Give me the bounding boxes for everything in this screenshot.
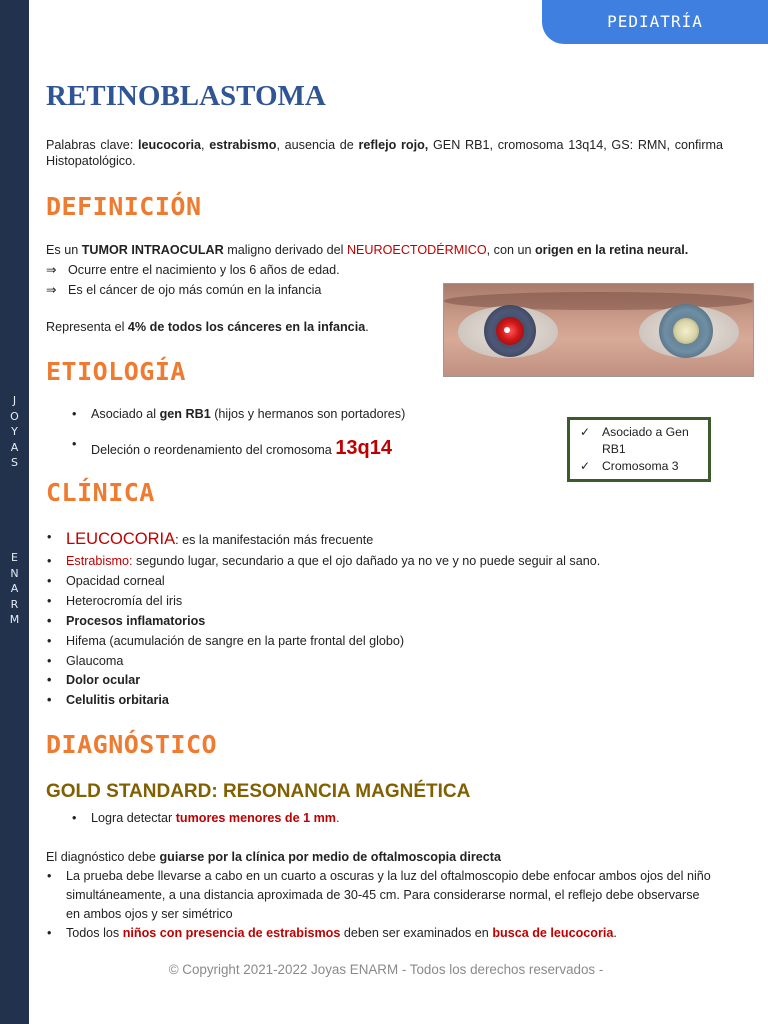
text-red-large: LEUCOCORIA [66,530,176,548]
checklist-item [580,424,708,458]
list-item: • Heterocromía del iris [66,594,182,608]
list-item [66,530,373,549]
definicion-percent [46,319,369,335]
checklist-text: Cromosoma 3 [602,459,679,473]
list-item: • Dolor ocular [66,673,140,687]
text-red-bold: busca de leucocoria [492,926,614,940]
diagnostico-text [46,849,501,865]
implies-arrow-icon: ⇒ [46,263,57,277]
red-reflex-pupil [496,317,524,345]
sidebar-letter: J [12,394,17,407]
list-item: • Celulitis orbitaria [66,693,169,707]
heading-clinica: CLÍNICA [46,478,155,507]
definicion-text [46,242,688,258]
text-bold: gen RB1 [159,407,211,421]
sidebar [0,0,29,1024]
checklist-text: Asociado a Gen RB1 [602,425,689,456]
page-title: RETINOBLASTOMA [46,80,326,112]
leucocoria-eyes-photo [443,283,754,377]
arrow-item [46,282,321,297]
check-icon: ✓ [580,459,591,473]
keyword: estrabismo [209,138,277,152]
sidebar-word-joyas [0,393,29,471]
text: , con un [486,243,535,257]
sidebar-letter: E [11,551,18,564]
list-item: • Opacidad corneal [66,574,165,588]
light-glint [504,327,510,333]
sidebar-word-enarm [0,550,29,628]
text-red: Estrabismo: [66,554,133,568]
list-item: • Hifema (acumulación de sangre en la parte frontal del globo) [66,634,404,648]
keyword-sep: , ausencia de [276,138,359,152]
text: segundo lugar, secundario a que el ojo dañado ya no ve y no puede seguir al sano. [132,554,601,568]
text: (hijos y hermanos son portadores) [210,407,406,421]
arrow-item-text: Ocurre entre el nacimiento y los 6 años de edad. [68,263,340,277]
text: Es un [46,243,82,257]
heading-definicion: DEFINICIÓN [46,192,202,221]
keyword-sep: , [201,138,210,152]
text-red-bold: niños con presencia de estrabismos [122,926,341,940]
arrow-item [46,262,340,277]
text-red-large: 13q14 [335,437,393,459]
sidebar-letter: Y [11,425,18,438]
text-red: NEUROECTODÉRMICO [346,243,487,257]
sidebar-letter: O [10,409,19,423]
sidebar-letter: M [9,613,20,626]
sidebar-letter: R [10,597,19,611]
sidebar-letter: A [10,440,19,454]
keyword: leucocoria [138,138,202,152]
keyword-sep: GEN RB1, cromosoma 13q14, GS: RMN, confirma Histopatológico. [46,138,724,168]
check-icon: ✓ [580,425,591,439]
list-item [66,926,617,940]
text: Asociado al [91,407,160,421]
text: : es la manifestación más frecuente [175,533,374,547]
text: . [365,320,369,334]
list-item: • La prueba debe llevarse a cabo en un cuarto a oscuras y la luz del oftalmoscopio debe enfocar ambos ojos del niño simultáneamente, a una distancia aproximada de 30-45 cm. Para considerarse normal, el reflejo debe observarse en ambos ojos y ser simétrico [66,867,716,924]
text-red-bold: tumores menores de 1 mm [175,811,336,825]
text: Deleción o reordenamiento del cromosoma [91,443,336,457]
section-tab: PEDIATRÍA [542,0,768,44]
implies-arrow-icon: ⇒ [46,283,57,297]
text: El diagnóstico debe [46,850,160,864]
text: Todos los [66,926,123,940]
heading-etiologia: ETIOLOGÍA [46,357,186,386]
keywords-label: Palabras clave: [46,138,139,152]
text: . [613,926,617,940]
text: maligno derivado del [223,243,347,257]
text-bold: origen en la retina neural. [534,243,689,257]
copyright-footer: © Copyright 2021-2022 Joyas ENARM - Todos los derechos reservados - [168,962,604,977]
sidebar-letter: N [10,566,19,580]
list-item: • Procesos inflamatorios [66,614,205,628]
list-item: • Glaucoma [66,654,123,668]
list-item [91,437,392,460]
text: Logra detectar [91,811,176,825]
summary-box [567,417,711,482]
sidebar-letter: A [10,582,19,595]
text: deben ser examinados en [340,926,493,940]
text: Representa el [46,320,128,334]
sidebar-letter: S [11,456,18,469]
text-bold: 4% de todos los cánceres en la infancia [127,320,366,334]
text-red: . [336,811,340,825]
keywords [46,137,723,169]
list-item [91,407,405,421]
arrow-item-text: Es el cáncer de ojo más común en la infancia [68,283,322,297]
keyword: reflejo rojo, [358,138,429,152]
checklist-item [580,458,708,475]
heading-diagnostico: DIAGNÓSTICO [46,730,218,759]
text-bold: guiarse por la clínica por medio de oftalmoscopia directa [159,850,501,864]
list-item [66,554,600,568]
gold-standard-heading: GOLD STANDARD: RESONANCIA MAGNÉTICA [46,781,471,802]
text-bold: TUMOR INTRAOCULAR [81,243,224,257]
list-item [91,811,340,825]
leucocoria-pupil [673,318,699,344]
